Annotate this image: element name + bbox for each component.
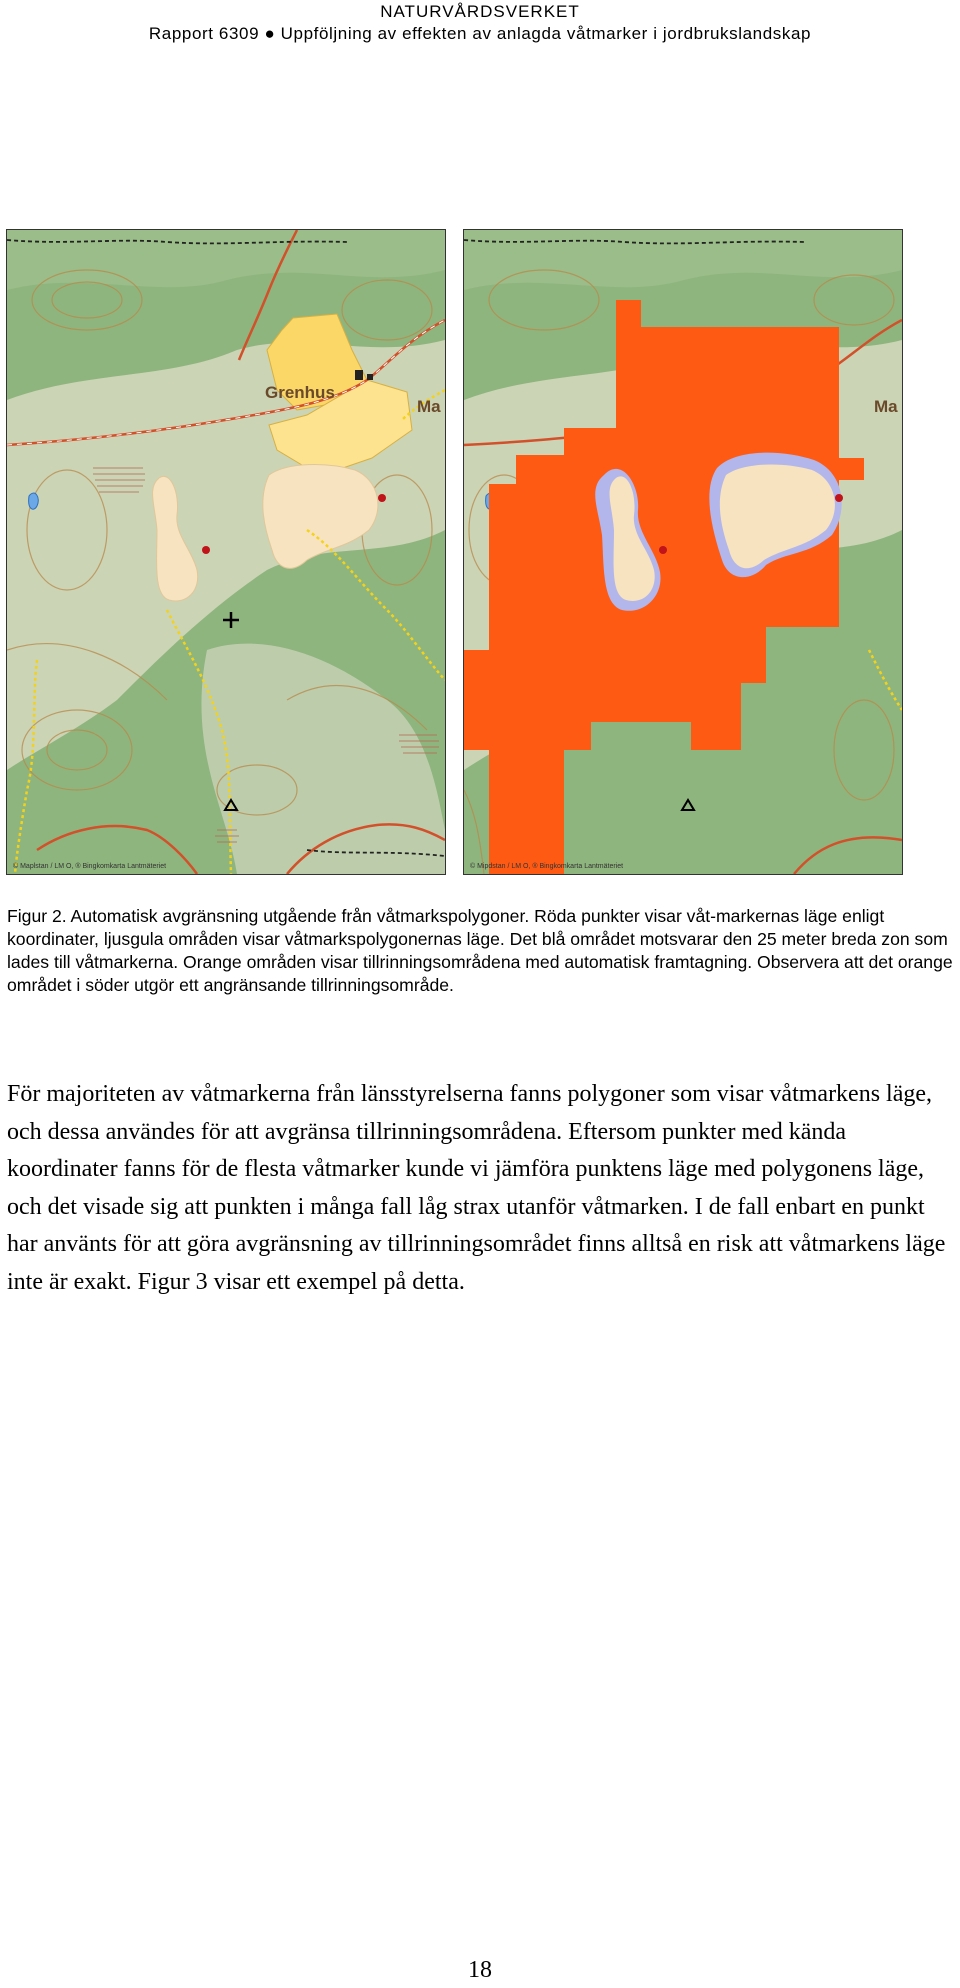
- figure-caption: Figur 2. Automatisk avgränsning utgående från våtmarkspolygoner. Röda punkter visar våt-markernas läge enligt koordinater, ljusgula områden visar våtmarkspolygonernas läge. Det blå området motsvarar den 25 meter breda zon som lades till våtmarkerna. Orange områden visar tillrinningsområdena med automatisk framtagning. Observera att det orange området i söder utgör ett angränsande tillrinningsområde.: [7, 906, 953, 995]
- map-copyright-right: © Mipdstan / LM O, ® Bingkomkarta Lantmäteriet: [470, 863, 624, 870]
- map-wetland-polygons: [6, 229, 446, 875]
- map-left-graphic: [7, 230, 445, 874]
- page-header: [0, 0, 960, 45]
- body-paragraph: För majoriteten av våtmarkerna från länsstyrelserna fanns polygoner som visar våtmarkens läge, och dessa användes för att avgränsa tillrinningsområdena. Eftersom punkter med kända koordinater fanns för de flesta våtmarker kunde vi jämföra punktens läge med polygonens läge, och det visade sig att punkten i många fall låg strax utanför våtmarken. I de fall enbart en punkt har använts för att göra avgränsning av tillrinningsområdet finns alltså en risk att våtmarkens läge inte är exakt. Figur 3 visar ett exempel på detta.: [7, 1081, 946, 1295]
- place-label-grenhus: Grenhus: [265, 383, 335, 402]
- map-catchment-areas: [463, 229, 903, 875]
- place-label-edge: Ma: [417, 397, 441, 416]
- report-title: Rapport 6309 ● Uppföljning av effekten av anlagda våtmarker i jordbrukslandskap: [148, 24, 812, 43]
- map-right-graphic: [464, 230, 902, 874]
- page-number: 18: [468, 1957, 492, 1983]
- map-copyright: © Maplstan / LM O, ® Bingkomkarta Lantmäteriet: [13, 863, 167, 870]
- organization-name: NATURVÅRDSVERKET: [380, 2, 580, 21]
- place-label-edge-right: Ma: [874, 397, 898, 416]
